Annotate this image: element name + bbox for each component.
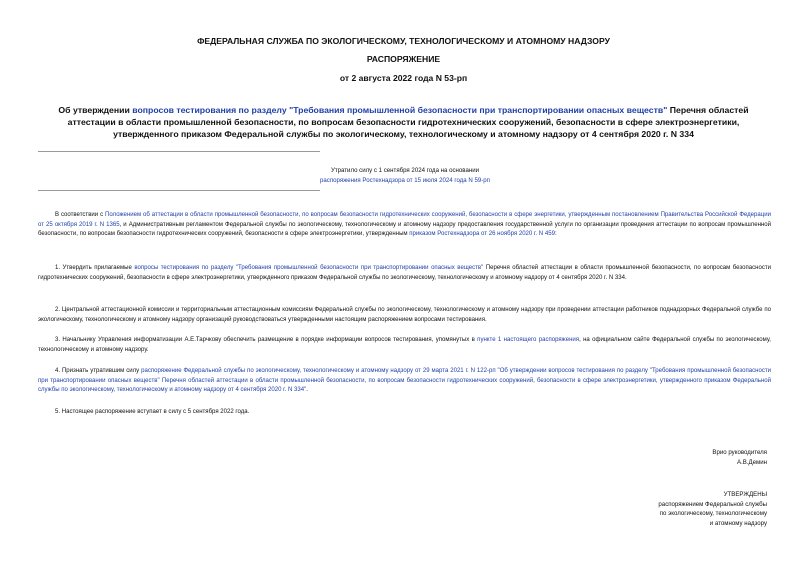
divider-bottom: [38, 190, 320, 191]
divider-top: [38, 151, 320, 152]
order-459-link[interactable]: приказом Ростехнадзора от 26 ноября 2020 г. N 459: [409, 231, 555, 238]
title-prefix: Об утверждении: [58, 105, 133, 115]
approval-line-2: по экологическому, технологическому: [659, 510, 767, 518]
paragraph-4-text-2: .: [306, 387, 308, 394]
signatory-position: Врио руководителя: [712, 449, 767, 456]
approval-heading: УТВЕРЖДЕНЫ: [723, 491, 767, 498]
repealed-order-link[interactable]: распоряжение Федеральной службы по экологическому, технологическому и атомному надзору от 29 марта 2021 г. N 122-рп "Об утверждении вопросов тестирования по разделу "Требования промышленной безопасности при транспортировании опасных веществ" Перечня областей аттестации в области промышленной безопасности, по вопросам безопасности гидротехнических сооружений, безопасности в сфере электроэнергетики, утвержденного приказом Федеральной службы по экологическому, технологическому и атомному надзору от 4 сентября 2020 г. N 334": [38, 368, 771, 394]
paragraph-preamble: [38, 211, 771, 240]
paragraph-4: [38, 367, 771, 396]
regulation-link[interactable]: Положением об аттестации в области промышленной безопасности, по вопросам безопасности гидротехнических сооружений, безопасности в сфере энергетики, утвержденным постановлением Правительства Российской Федерации от 25 октября 2019 г. N 1365: [38, 212, 771, 228]
signature-block: [560, 448, 767, 467]
preamble-text-1: В соответствии с: [55, 212, 106, 218]
doc-type-heading: РАСПОРЯЖЕНИЕ: [366, 54, 441, 64]
repeal-notice-text: Утратило силу с 1 сентября 2024 года на основании: [330, 167, 480, 174]
repeal-notice: [300, 166, 510, 186]
title-rest: Перечня областей аттестации в области промышленной безопасности, по вопросам безопасности гидротехнических сооружений, безопасности в сфере электроэнергетики, утвержденного приказом Федеральной службы по экологическому, технологическому и атомному надзору от 4 сентября 2020 г. N 334: [67, 105, 749, 139]
paragraph-3: [38, 336, 771, 355]
paragraph-4-text-1: 4. Признать утратившим силу: [55, 368, 142, 374]
document-title: [40, 104, 767, 140]
repeal-notice-link[interactable]: распоряжения Ростехнадзора от 15 июля 2024 года N 59-рп: [320, 177, 490, 184]
point-1-link[interactable]: пункте 1 настоящего распоряжения: [477, 337, 580, 343]
paragraph-1-text-1: 1. Утвердить прилагаемые: [55, 265, 135, 271]
agency-heading: ФЕДЕРАЛЬНАЯ СЛУЖБА ПО ЭКОЛОГИЧЕСКОМУ, ТЕХНОЛОГИЧЕСКОМУ И АТОМНОМУ НАДЗОРУ: [197, 36, 610, 46]
signatory-name: А.В.Демин: [737, 458, 767, 466]
paragraph-1-text-2: Перечня областей аттестации в области промышленной безопасности, по вопросам безопасности гидротехнических сооружений, безопасности в сфере электроэнергетики, утвержденного приказом Федеральной службы по экологическому, технологическому и атомному надзору от 4 сентября 2020 г. N 334.: [38, 265, 771, 281]
paragraph-2: 2. Центральной аттестационной комиссии и территориальным аттестационным комиссиям Федеральной службы по экологическому, технологическому и атомному надзору при проведении аттестации работников поднадзорных Федеральной службе по экологическому, технологическому и атомному надзору организаций руководствоваться утвержденными настоящим распоряжением вопросами тестирования.: [38, 307, 771, 323]
paragraph-3-text-1: 3. Начальнику Управления информатизации А.Е.Тарчкову обеспечить размещение в порядке информации вопросов тестирования, упомянутых в: [55, 337, 478, 343]
title-link[interactable]: вопросов тестирования по разделу "Требования промышленной безопасности при транспортировании опасных веществ": [132, 105, 668, 115]
preamble-text-3: :: [554, 231, 557, 238]
approval-line-3: и атомному надзору: [709, 519, 767, 527]
paragraph-3-text-2: , на официальном сайте Федеральной службы по экологическому, технологическому и атомному надзору.: [38, 337, 771, 353]
approval-line-1: распоряжением Федеральной службы: [658, 500, 767, 508]
test-questions-link[interactable]: вопросы тестирования по разделу "Требования промышленной безопасности при транспортировании опасных веществ": [134, 265, 484, 271]
paragraph-5: 5. Настоящее распоряжение вступает в силу с 5 сентября 2022 года.: [55, 409, 250, 415]
doc-date-heading: от 2 августа 2022 года N 53-рп: [339, 73, 468, 83]
approval-block: [560, 490, 767, 528]
paragraph-1: [38, 264, 771, 283]
preamble-text-2: , и Административным регламентом Федеральной службы по экологическому, технологическому и атомному надзору предоставления государственной услуги по организации проведения аттестации по вопросам промышленной безопасности, по вопросам безопасности гидротехнических сооружений, безопасности в сфере электроэнергетики, утвержденным: [38, 221, 771, 238]
